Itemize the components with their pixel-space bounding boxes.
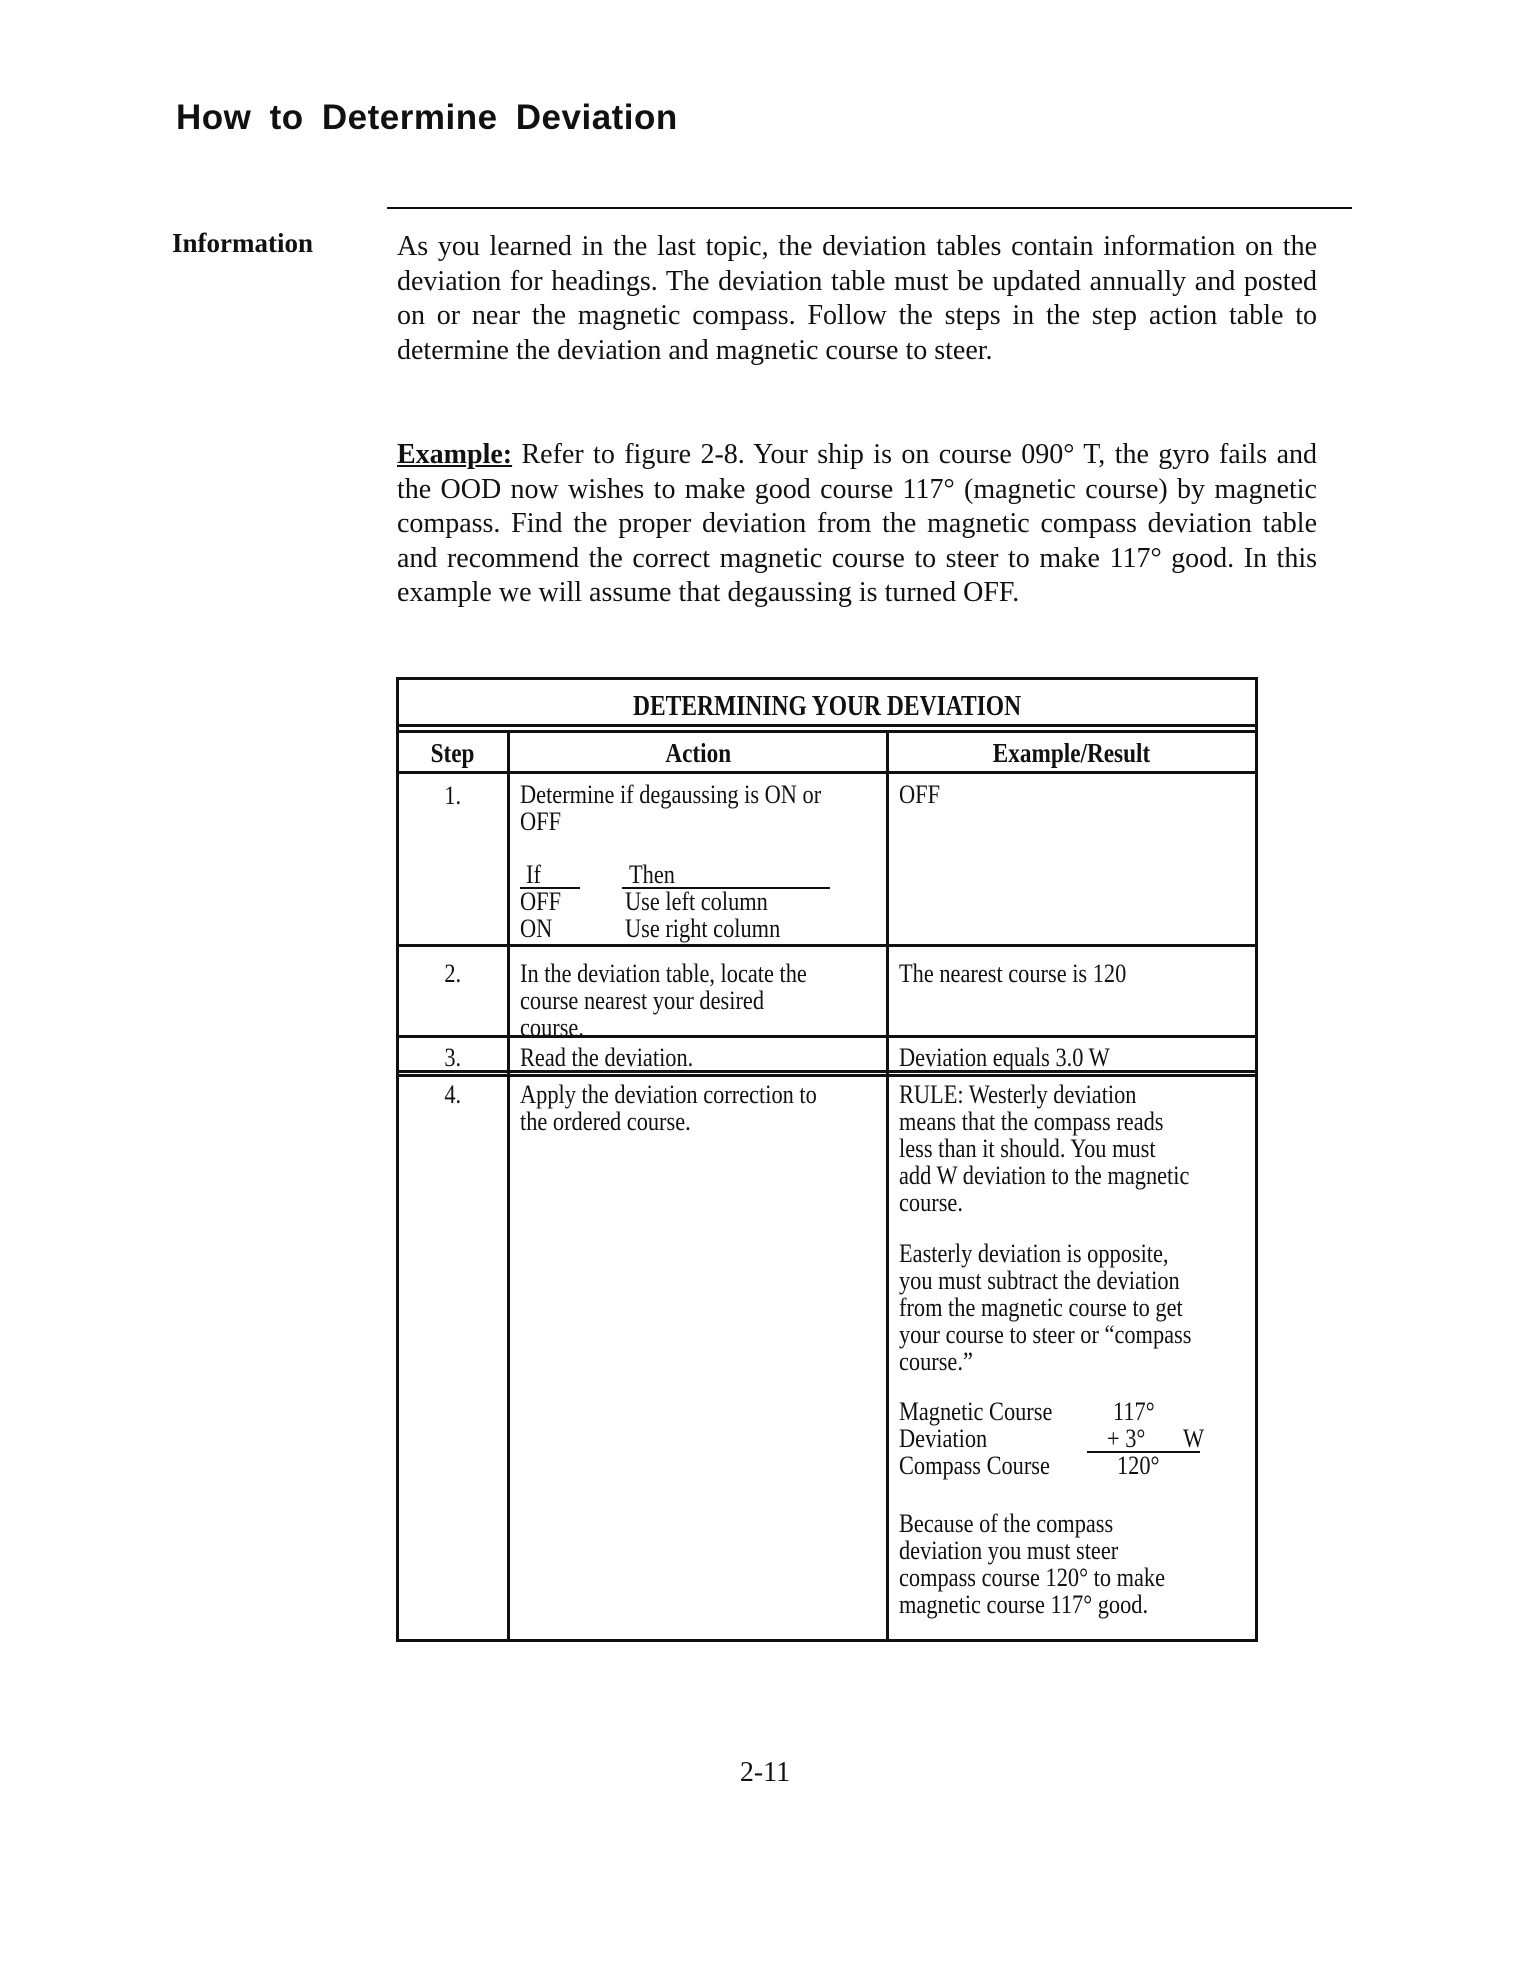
example-paragraph: [397, 438, 1317, 611]
example-label: Example:: [397, 439, 513, 470]
magnetic-course-value: 117°: [1113, 1397, 1155, 1426]
action-text: Apply the deviation correction to the ordered course.: [520, 1080, 817, 1136]
page-title: How to Determine Deviation: [176, 98, 678, 137]
then-value: Use right column: [625, 914, 781, 943]
row-rule: [399, 1074, 1255, 1077]
result-text: Deviation equals 3.0 W: [899, 1043, 1110, 1072]
if-value: OFF: [520, 887, 562, 916]
step-number: 3.: [444, 1043, 462, 1072]
example-text: Refer to figure 2-8. Your ship is on course 090° T, the gyro fails and the OOD now wishes to make good course 117° (magnetic course) by magnetic compass. Find the proper deviation from the magnetic compass deviation table and recommend the correct magnetic course to steer to make 117° good. In this example we will assume that degaussing is turned OFF.: [397, 439, 1318, 609]
if-value: ON: [520, 914, 553, 943]
compass-course-value: 120°: [1117, 1451, 1160, 1480]
row-rule: [399, 944, 1255, 947]
deviation-direction: W: [1183, 1424, 1205, 1453]
action-text: Determine if degaussing is ON or OFF: [520, 780, 822, 836]
side-label-information: Information: [172, 228, 313, 258]
information-paragraph: As you learned in the last topic, the deviation tables contain information on the deviation for headings. The deviation table must be updated annually and posted on or near the magnetic compass. Follow the steps in the step action table to determine the deviation and magnetic course to steer.: [397, 231, 1317, 366]
rule-text: RULE: Westerly deviation means that the compass reads less than it should. You must add W deviation to the magnetic course.: [899, 1080, 1190, 1217]
page-number: 2-11: [739, 1757, 791, 1788]
easterly-text: Easterly deviation is opposite, you must subtract the deviation from the magnetic course to get your course to steer or “compass course.”: [899, 1239, 1192, 1376]
header-step: Step: [431, 738, 475, 768]
column-divider-action: [886, 730, 889, 1639]
conclusion-text: Because of the compass deviation you must steer compass course 120° to make magnetic course 117° good.: [899, 1509, 1166, 1619]
deviation-label: Deviation: [899, 1424, 988, 1453]
table-title-rule-1: [399, 724, 1255, 727]
deviation-value: + 3°: [1107, 1424, 1146, 1453]
action-text: In the deviation table, locate the course nearest your desired course.: [520, 959, 807, 1042]
table-title: DETERMINING YOUR DEVIATION: [632, 691, 1022, 722]
if-header: If: [526, 860, 541, 889]
action-text: Read the deviation.: [520, 1043, 694, 1072]
header-action: Action: [665, 738, 731, 768]
deviation-table: [396, 677, 1258, 1642]
step-number: 4.: [444, 1080, 462, 1109]
step-number: 2.: [444, 959, 462, 988]
compass-course-label: Compass Course: [899, 1451, 1050, 1480]
row-rule: [399, 1035, 1255, 1038]
magnetic-course-label: Magnetic Course: [899, 1397, 1053, 1426]
table-title-rule-2: [399, 730, 1255, 733]
step-number: 1.: [444, 781, 462, 810]
result-text: OFF: [899, 780, 941, 809]
then-value: Use left column: [625, 887, 768, 916]
header-rule: [399, 771, 1255, 774]
then-header: Then: [629, 860, 675, 889]
header-result: Example/Result: [993, 738, 1151, 768]
section-divider: [387, 207, 1352, 209]
row-rule: [399, 1070, 1255, 1073]
result-text: The nearest course is 120: [899, 959, 1127, 988]
column-divider-step: [507, 730, 510, 1639]
